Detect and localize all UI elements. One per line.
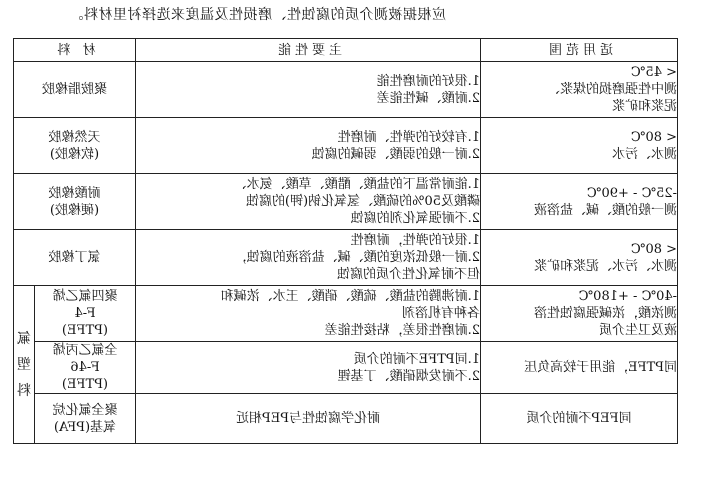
table-row — [13, 394, 677, 444]
header-performance: 主要性能 — [136, 39, 481, 62]
table-row — [13, 230, 677, 286]
material-name: 氯丁橡胶 — [13, 230, 135, 286]
performance-cell: 耐化学腐蚀性与PEP相近 — [136, 394, 481, 444]
performance-cell: 1.有较好的弹性、耐磨性 2.耐一般的弱酸、弱碱的腐蚀 — [136, 118, 481, 174]
performance-cell: 1.很好的耐磨性能 2.耐酸、碱性能差 — [136, 62, 481, 118]
table-row — [13, 174, 677, 230]
header-row — [13, 39, 677, 62]
table-row — [13, 118, 677, 174]
header-material: 材 料 — [13, 39, 135, 62]
material-name: 聚全氟化烷 氧基(PFA) — [35, 394, 136, 444]
table-row — [13, 342, 677, 394]
range-cell: -25℃ - +90℃ 测一般的酸、碱、盐溶液 — [481, 174, 678, 230]
table-row — [13, 286, 677, 342]
range-cell: -40℃ - +180℃ 测浓酸，浓碱强腐蚀性溶 液及卫生介质 — [481, 286, 678, 342]
range-cell: < 45℃ 测中性强磨损的煤浆、 泥浆和矿浆 — [481, 62, 678, 118]
performance-cell: 1.耐沸腾的盐酸、硫酸、硝酸、王水、浓碱和 各种有机溶剂 2.耐磨性很差，粘接性能差 — [136, 286, 481, 342]
range-cell: 同FEP不耐的介质 — [481, 394, 678, 444]
material-name: 聚四氟乙烯 F-4 (PTFE) — [35, 286, 136, 342]
lining-material-table — [13, 38, 678, 444]
performance-cell: 1.很好的弹性，耐磨性 2.耐一般低浓度的酸、碱、盐溶液的腐蚀， 但不耐氧化性介质的腐蚀 — [136, 230, 481, 286]
header-range: 适用范围 — [481, 39, 678, 62]
material-name: 聚胺脂橡胶 — [13, 62, 135, 118]
table-row — [13, 62, 677, 118]
range-cell: < 80℃ 测水、污水 — [481, 118, 678, 174]
fluoroplastic-group-label: 氟 塑 料 — [13, 286, 34, 444]
range-cell: < 80℃ 测水、污水、泥浆和矿浆 — [481, 230, 678, 286]
range-cell: 同PTFE，能用于较高负压 — [481, 342, 678, 394]
performance-cell: 1.能耐常温下的盐酸、醋酸、草酸、氨水、 磷酸及50%的硫酸、氢氧化钠(钾)的腐蚀 2.不耐强氧化剂的腐蚀 — [136, 174, 481, 230]
intro-text: 应根据被测介质的腐蚀性、磨损性及温度来选择衬里材料。 — [69, 7, 446, 23]
performance-cell: 1.同PTFE不耐的介质 2.不耐发烟硝酸、丁基锂 — [136, 342, 481, 394]
material-name: 全氟乙丙烯 F-46 (PTFE) — [35, 342, 136, 394]
material-name: 天然橡胶 (软橡胶) — [13, 118, 135, 174]
material-name: 耐酸橡胶 (硬橡胶) — [13, 174, 135, 230]
